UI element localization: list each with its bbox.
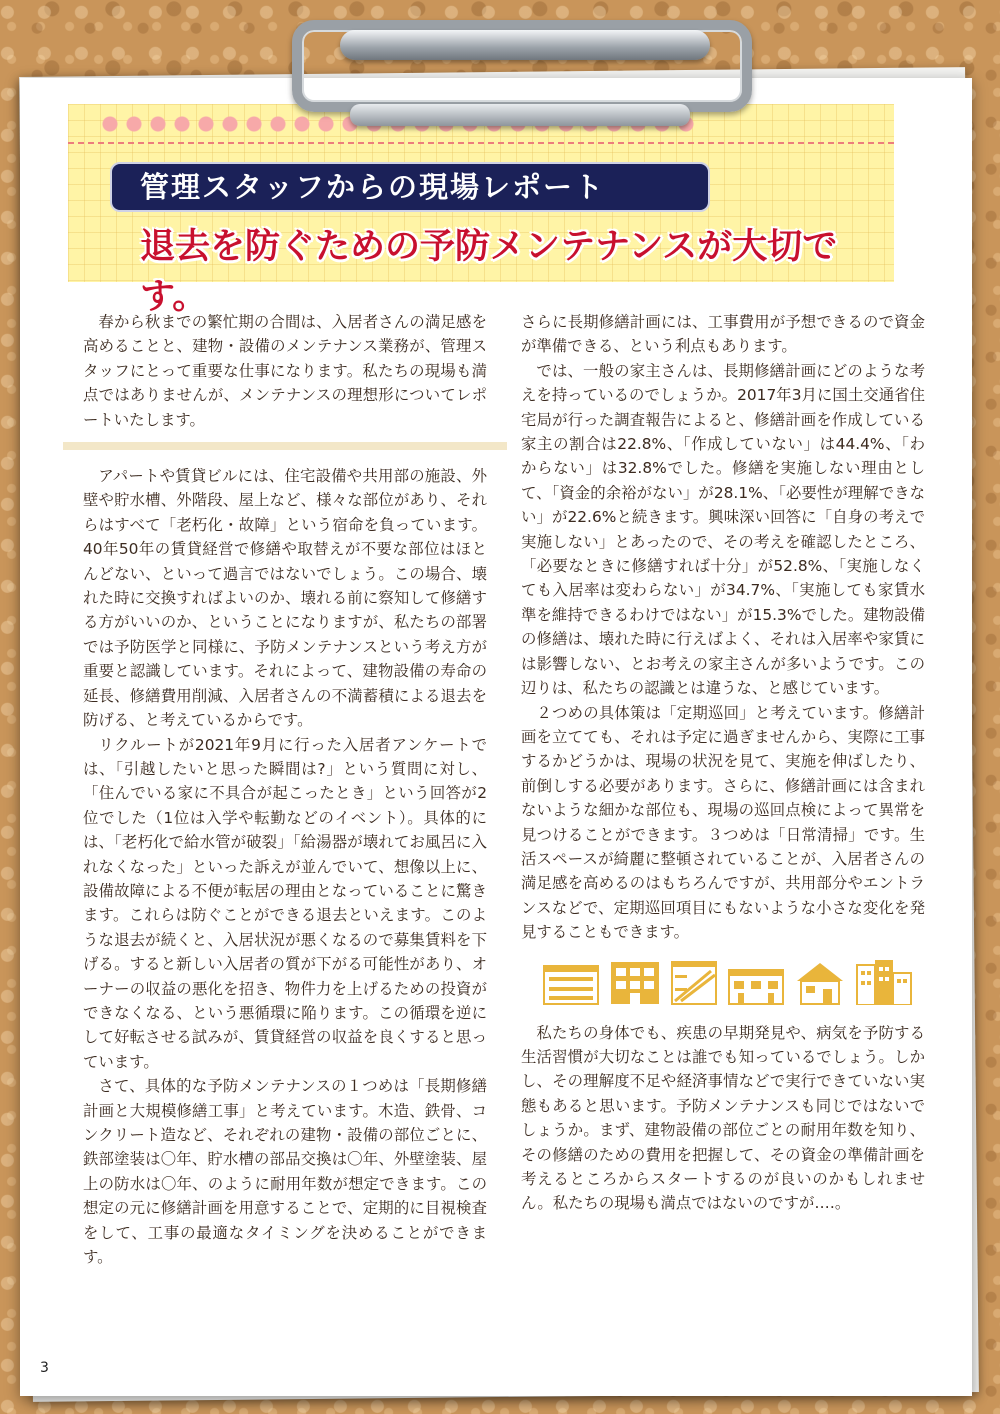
paragraph: ２つめの具体策は「定期巡回」と考えています。修繕計画を立てても、それは予定に過ぎませんから、実際に工事するかどうかは、現場の状況を見て、実施を伸ばしたり、前倒しする必要があります。さらに、修繕計画には含まれないような細かな部位も、現場の巡回点検によって異常を見つけることができます。３つめは「日常清掃」です。生活スペースが綺麗に整頓されていることが、入居者さんの満足感を高めるのはもちろんですが、共用部分やエントランスなどで、定期巡回項目にもないような小さな変化を発見することもできます。 (521, 703, 925, 942)
building-icons-row (543, 959, 925, 1005)
paragraph: さて、具体的な予防メンテナンスの１つめは「長期修繕計画と大規模修繕工事」と考えています。木造、鉄骨、コンクリート造など、それぞれの建物・設備の部位ごとに、鉄部塗装は〇年、貯水槽の部品交換は〇年、外壁塗装、屋上の防水は〇年、のように耐用年数が想定できます。この想定の元に修繕計画を用意することで、定期的に目視検査をして、工事の最適なタイミングを決めることができます。 (83, 1077, 487, 1267)
intro-paragraph: 春から秋までの繁忙期の合間は、入居者さんの満足感を高めることと、建物・設備のメンテナンス業務が、管理スタッフにとって重要な仕事になります。私たちの現場も満点ではありませんが、メンテナンスの理想形についてレポートいたします。 (83, 313, 487, 429)
dashed-divider (68, 142, 894, 144)
page-number: 3 (40, 1360, 49, 1376)
left-column (83, 310, 487, 1269)
clipboard-clip-bar (340, 30, 710, 60)
paragraph: リクルートが2021年9月に行った入居者アンケートでは、「引越したいと思った瞬間は?」という質問に対し、「住んでいる家に不具合が起こったとき」という回答が2位でした（1位は入学や転勤などのイベント）。具体的には、「老朽化で給水管が破裂」「給湯器が壊れてお風呂に入れなくなった」といった訴えが並んでいて、想像以上に、設備故障による不便が転居の理由となっていることに驚きます。これらは防ぐことができる退去といえます。このような退去が続くと、入居状況が悪くなるので募集賃料を下げる。すると新しい入居者の質が下がる可能性があり、オーナーの収益の悪化を招き、物件力を上げるための投資ができなくなる、という悪循環に陥ります。この循環を逆にして好転させる試みが、賃貸経営の収益を良くすると思っています。 (83, 735, 487, 1071)
apartment-icon (543, 965, 599, 1005)
right-column (521, 310, 925, 1216)
page-title: 管理スタッフからの現場レポート (110, 162, 710, 212)
page-subtitle: 退去を防ぐための予防メンテナンスが大切です。 (140, 227, 838, 317)
stairs-building-icon (671, 961, 717, 1005)
house-icon (795, 961, 845, 1005)
clipboard-clip-hinge (350, 104, 690, 126)
paragraph: アパートや賃貸ビルには、住宅設備や共用部の施設、外壁や貯水槽、外階段、屋上など、様々な部位があり、それらはすべて「老朽化・故障」という宿命を負っています。40年50年の賃貸経営で修繕や取替えが不要な部位はほとんどない、といって過言ではないでしょう。この場合、壊れた時に交換すればよいのか、壊れる前に察知して修繕する方がいいのか、ということになりますが、私たちの部署では予防医学と同様に、予防メンテナンスという考え方が重要と認識しています。それによって、建物設備の寿命の延長、修繕費用削減、入居者さんの不満蓄積による退去を防げる、と考えているからです。 (83, 467, 487, 730)
paragraph: 私たちの身体でも、疾患の早期発見や、病気を予防する生活習慣が大切なことは誰でも知っているでしょう。しかし、その理解度不足や経済事情などで実行できていない実態もあると思います。予防メンテナンスも同じではないでしょうか。まず、建物設備の部位ごとの耐用年数を知り、その修繕のための費用を把握して、その資金の準備計画を考えるところからスタートするのが良いのかもしれません。私たちの現場も満点ではないのですが‥‥。 (521, 1023, 925, 1213)
mansion-icon (610, 961, 660, 1005)
paragraph: では、一般の家主さんは、長期修繕計画にどのような考えを持っているのでしょうか。2017年3月に国土交通省住宅局が行った調査報告によると、修繕計画を作成している家主の割合は22.8%、「作成していない」は44.4%、「わからない」は32.8%でした。修繕を実施しない理由として、「資金的余裕がない」が28.1%、「必要性が理解できない」が22.6%と続きます。興味深い回答に「自身の考えで実施しない」とあったので、その考えを確認したところ、「必要なときに修繕すれば十分」が52.8%、「実施しなくても入居率は変わらない」が34.7%、「実施しても家賃水準を維持できるわけではない」が15.3%でした。建物設備の修繕は、壊れた時に行えばよく、それは入居率や家賃には影響しない、とお考えの家主さんが多いようです。この辺りは、私たちの認識とは違うな、と感じています。 (521, 361, 925, 698)
paragraph: さらに長期修繕計画には、工事費用が予想できるので資金が準備できる、という利点もあります。 (521, 313, 925, 356)
townhouse-icon (728, 969, 784, 1005)
office-buildings-icon (856, 959, 912, 1005)
section-divider (63, 442, 507, 450)
